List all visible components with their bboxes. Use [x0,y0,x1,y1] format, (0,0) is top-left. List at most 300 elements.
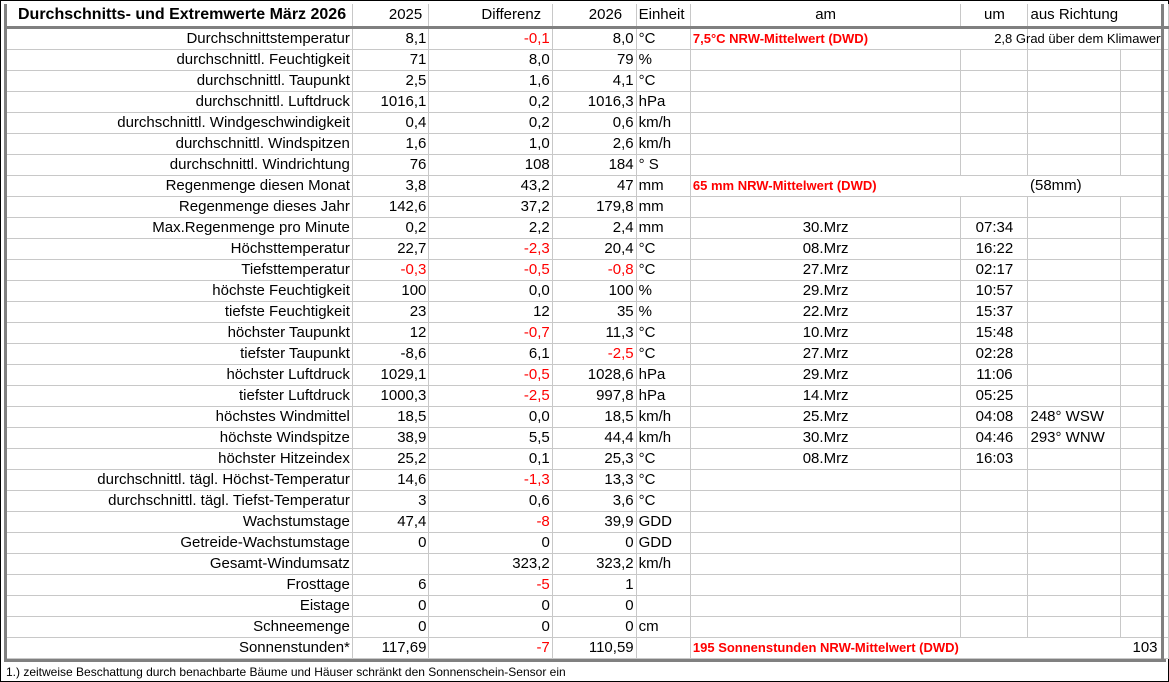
note [1028,281,1120,302]
row-label: höchste Feuchtigkeit [4,281,352,302]
date-am [690,113,961,134]
value-2025: 0 [352,533,429,554]
value-2025: 14,6 [352,470,429,491]
value-diff: -8 [429,512,552,533]
extra [1120,449,1168,470]
time-um [961,92,1028,113]
header-um: um [961,4,1028,28]
table-row [4,176,1169,197]
value-2025: 76 [352,155,429,176]
table-row [4,386,1169,407]
table-row [4,617,1169,638]
note [1028,260,1120,281]
note [1028,176,1120,197]
value-2025: 0 [352,596,429,617]
note [1028,239,1120,260]
date-am [690,155,961,176]
date-am [690,197,961,218]
row-label: Durchschnittstemperatur [4,28,352,50]
dwd-note: 65 mm NRW-Mittelwert (DWD) [692,178,877,193]
value-2026: 44,4 [552,428,636,449]
table-row [4,533,1169,554]
value-2026: 18,5 [552,407,636,428]
unit: km/h [636,113,690,134]
row-label: durchschnittl. Windrichtung [4,155,352,176]
table-row [4,491,1169,512]
value-diff: 5,5 [429,428,552,449]
value-2026: 0 [552,533,636,554]
date-am [690,50,961,71]
extra [1120,491,1168,512]
time-um [961,533,1028,554]
extra [1120,281,1168,302]
date-am: 30.Mrz [690,428,961,449]
value-diff: -0,7 [429,323,552,344]
row-label: Regenmenge dieses Jahr [4,197,352,218]
table-row [4,407,1169,428]
unit: % [636,302,690,323]
value-2026: 0 [552,596,636,617]
value-diff: 0,6 [429,491,552,512]
extra: 103 [1120,638,1168,659]
stats-table [4,4,1169,659]
extra [1120,596,1168,617]
value-2026: 2,4 [552,218,636,239]
row-label: Höchsttemperatur [4,239,352,260]
value-2025: 1000,3 [352,386,429,407]
extra [1120,239,1168,260]
extra [1120,50,1168,71]
extra [1120,617,1168,638]
extra [1120,554,1168,575]
unit: mm [636,218,690,239]
time-um [961,596,1028,617]
row-label: Frosttage [4,575,352,596]
value-2026: 35 [552,302,636,323]
value-diff: 0,2 [429,92,552,113]
unit: °C [636,239,690,260]
date-am [690,491,961,512]
time-um [961,470,1028,491]
note [1028,554,1120,575]
table-row [4,134,1169,155]
value-diff: 0 [429,596,552,617]
value-2026: 179,8 [552,197,636,218]
table-row [4,575,1169,596]
value-2026: 11,3 [552,323,636,344]
unit: ° S [636,155,690,176]
header-differenz: Differenz [429,4,552,28]
unit [636,596,690,617]
value-2026: 2,6 [552,134,636,155]
header-row [4,4,1169,28]
dwd-note: 7,5°C NRW-Mittelwert (DWD) [692,31,869,46]
date-am [690,28,961,50]
value-2026: 3,6 [552,491,636,512]
date-am: 22.Mrz [690,302,961,323]
value-2025: 22,7 [352,239,429,260]
extra [1120,407,1168,428]
table-row [4,512,1169,533]
time-um: 07:34 [961,218,1028,239]
row-label: durchschnittl. Windspitzen [4,134,352,155]
row-label: durchschnittl. Windgeschwindigkeit [4,113,352,134]
value-diff: -1,3 [429,470,552,491]
unit: % [636,281,690,302]
extra [1120,92,1168,113]
note [1028,575,1120,596]
note [1028,155,1120,176]
note [1028,449,1120,470]
table-row [4,449,1169,470]
time-um: 02:17 [961,260,1028,281]
time-um [961,155,1028,176]
unit: hPa [636,365,690,386]
value-2025: -0,3 [352,260,429,281]
unit: cm [636,617,690,638]
value-2026: 997,8 [552,386,636,407]
value-2026: 110,59 [552,638,636,659]
row-label: durchschnittl. Taupunkt [4,71,352,92]
extra [1120,512,1168,533]
date-am [690,575,961,596]
extra [1120,470,1168,491]
table-row [4,344,1169,365]
time-um [961,617,1028,638]
header-einheit: Einheit [636,4,690,28]
dwd-note: 195 Sonnenstunden NRW-Mittelwert (DWD) [692,640,959,655]
time-um: 15:37 [961,302,1028,323]
row-label: höchster Hitzeindex [4,449,352,470]
time-um [961,575,1028,596]
value-2025: 25,2 [352,449,429,470]
row-label: Max.Regenmenge pro Minute [4,218,352,239]
extra [1120,575,1168,596]
table-row [4,596,1169,617]
extra [1120,302,1168,323]
time-um: 02:28 [961,344,1028,365]
date-am: 29.Mrz [690,365,961,386]
note [1028,50,1120,71]
table-row [4,197,1169,218]
extra [1120,176,1168,197]
value-2025: 47,4 [352,512,429,533]
table-row [4,28,1169,50]
value-2025: 100 [352,281,429,302]
unit: km/h [636,407,690,428]
note [1028,491,1120,512]
note [1028,71,1120,92]
unit: °C [636,28,690,50]
row-label: Schneemenge [4,617,352,638]
value-2025: 1029,1 [352,365,429,386]
value-diff: 0,2 [429,113,552,134]
extra [994,28,1168,50]
time-um [961,71,1028,92]
unit: °C [636,323,690,344]
value-2025: 3 [352,491,429,512]
extra [1120,365,1168,386]
value-diff: -2,5 [429,386,552,407]
value-2025: 117,69 [352,638,429,659]
date-am [690,134,961,155]
date-am [690,533,961,554]
row-label: höchster Luftdruck [4,365,352,386]
extra [1120,113,1168,134]
value-diff: 1,0 [429,134,552,155]
time-um [961,176,1028,197]
date-am: 27.Mrz [690,260,961,281]
row-label: Gesamt-Windumsatz [4,554,352,575]
row-label: Tiefsttemperatur [4,260,352,281]
value-2026: -0,8 [552,260,636,281]
time-um [961,50,1028,71]
header-2025: 2025 [352,4,429,28]
value-2025: 23 [352,302,429,323]
extra [1120,155,1168,176]
value-2026: 4,1 [552,71,636,92]
value-2026: 323,2 [552,554,636,575]
date-am [690,554,961,575]
value-2025: 2,5 [352,71,429,92]
row-label: Getreide-Wachstumstage [4,533,352,554]
extra [1120,428,1168,449]
unit: km/h [636,134,690,155]
value-2026: 1028,6 [552,365,636,386]
value-2025: 142,6 [352,197,429,218]
table-row [4,323,1169,344]
value-diff: -0,5 [429,260,552,281]
table-row [4,365,1169,386]
date-am [690,638,961,659]
extra [1120,533,1168,554]
unit: hPa [636,386,690,407]
date-am [690,92,961,113]
time-um: 05:25 [961,386,1028,407]
value-2026: -2,5 [552,344,636,365]
value-diff: 43,2 [429,176,552,197]
note [1028,638,1120,659]
value-diff: -0,5 [429,365,552,386]
value-2025: 0,2 [352,218,429,239]
header-2026: 2026 [552,4,636,28]
row-label: tiefster Luftdruck [4,386,352,407]
unit [636,638,690,659]
value-2026: 184 [552,155,636,176]
table-row [4,638,1169,659]
row-label: Wachstumstage [4,512,352,533]
value-2026: 39,9 [552,512,636,533]
date-am: 08.Mrz [690,449,961,470]
unit: hPa [636,92,690,113]
value-2025: 8,1 [352,28,429,50]
date-am: 08.Mrz [690,239,961,260]
time-um [961,113,1028,134]
table-row [4,113,1169,134]
time-um: 16:03 [961,449,1028,470]
date-am: 10.Mrz [690,323,961,344]
value-2026: 0,6 [552,113,636,134]
note [1028,386,1120,407]
note [1028,596,1120,617]
row-label: tiefste Feuchtigkeit [4,302,352,323]
note: 293° WNW [1028,428,1120,449]
extra [1120,71,1168,92]
row-label: höchste Windspitze [4,428,352,449]
extra [1120,260,1168,281]
header-am: am [690,4,961,28]
value-2025: 18,5 [352,407,429,428]
date-am [690,617,961,638]
date-am: 27.Mrz [690,344,961,365]
table-row [4,281,1169,302]
value-diff: 6,1 [429,344,552,365]
time-um: 10:57 [961,281,1028,302]
unit: °C [636,470,690,491]
row-label: Sonnenstunden* [4,638,352,659]
value-diff: -7 [429,638,552,659]
table-row [4,239,1169,260]
table-row [4,71,1169,92]
note [1028,365,1120,386]
note [1028,617,1120,638]
row-label: Eistage [4,596,352,617]
table-row [4,260,1169,281]
note [1028,92,1120,113]
note [1028,470,1120,491]
value-2025: -8,6 [352,344,429,365]
note [1028,512,1120,533]
value-diff: 108 [429,155,552,176]
unit: °C [636,491,690,512]
value-2026: 13,3 [552,470,636,491]
note [1028,113,1120,134]
date-am [690,512,961,533]
unit: °C [636,71,690,92]
table-row [4,155,1169,176]
value-2025: 12 [352,323,429,344]
value-diff: 0 [429,617,552,638]
klimawert-note: 2,8 Grad über dem Klimawert [994,31,1164,46]
extra [1120,344,1168,365]
value-2025 [352,554,429,575]
note [1028,344,1120,365]
unit: km/h [636,428,690,449]
extra [1120,386,1168,407]
value-2026: 1 [552,575,636,596]
unit: mm [636,176,690,197]
value-diff: 37,2 [429,197,552,218]
value-diff: 0,1 [429,449,552,470]
unit: GDD [636,512,690,533]
unit: GDD [636,533,690,554]
time-um: 04:08 [961,407,1028,428]
time-um [961,554,1028,575]
time-um: 15:48 [961,323,1028,344]
note [1028,302,1120,323]
value-diff: -2,3 [429,239,552,260]
value-diff: 323,2 [429,554,552,575]
value-diff: 8,0 [429,50,552,71]
extra [1120,197,1168,218]
value-diff: 0 [429,533,552,554]
value-2026: 20,4 [552,239,636,260]
value-2026: 8,0 [552,28,636,50]
row-label: durchschnittl. tägl. Tiefst-Temperatur [4,491,352,512]
value-2025: 3,8 [352,176,429,197]
unit: mm [636,197,690,218]
value-2025: 38,9 [352,428,429,449]
unit: °C [636,449,690,470]
unit: °C [636,344,690,365]
value-diff: -5 [429,575,552,596]
value-2026: 1016,3 [552,92,636,113]
value-2026: 0 [552,617,636,638]
value-2025: 0,4 [352,113,429,134]
value-2026: 25,3 [552,449,636,470]
row-label: tiefster Taupunkt [4,344,352,365]
extra [1120,323,1168,344]
date-am [690,176,961,197]
value-diff: 2,2 [429,218,552,239]
unit: km/h [636,554,690,575]
value-2026: 79 [552,50,636,71]
unit: °C [636,260,690,281]
value-2026: 47 [552,176,636,197]
note [1028,197,1120,218]
value-2025: 6 [352,575,429,596]
value-2025: 1,6 [352,134,429,155]
note [1028,134,1120,155]
time-um: 11:06 [961,365,1028,386]
table-row [4,302,1169,323]
table-row [4,470,1169,491]
note [1028,533,1120,554]
time-um [961,134,1028,155]
table-row [4,428,1169,449]
value-2025: 0 [352,617,429,638]
row-label: Regenmenge diesen Monat [4,176,352,197]
time-um [961,638,1028,659]
rain-reference-note: (58mm) [1029,177,1082,194]
time-um: 16:22 [961,239,1028,260]
note [1028,218,1120,239]
time-um [961,491,1028,512]
row-label: höchstes Windmittel [4,407,352,428]
header-spacer [1120,4,1168,28]
header-richtung: aus Richtung [1028,4,1120,28]
note: 248° WSW [1028,407,1120,428]
note [1028,323,1120,344]
value-diff: 12 [429,302,552,323]
table-row [4,218,1169,239]
value-diff: 0,0 [429,407,552,428]
row-label: durchschnittl. Feuchtigkeit [4,50,352,71]
table-row [4,50,1169,71]
row-label: durchschnittl. tägl. Höchst-Temperatur [4,470,352,491]
table-row [4,92,1169,113]
date-am: 25.Mrz [690,407,961,428]
value-2025: 71 [352,50,429,71]
time-um [961,512,1028,533]
date-am: 30.Mrz [690,218,961,239]
date-am: 14.Mrz [690,386,961,407]
extra [1120,218,1168,239]
footnote: 1.) zeitweise Beschattung durch benachbarte Bäume und Häuser schränkt den Sonnenschein-Sensor ein [4,659,1166,682]
unit [636,575,690,596]
value-diff: 1,6 [429,71,552,92]
value-diff: 0,0 [429,281,552,302]
